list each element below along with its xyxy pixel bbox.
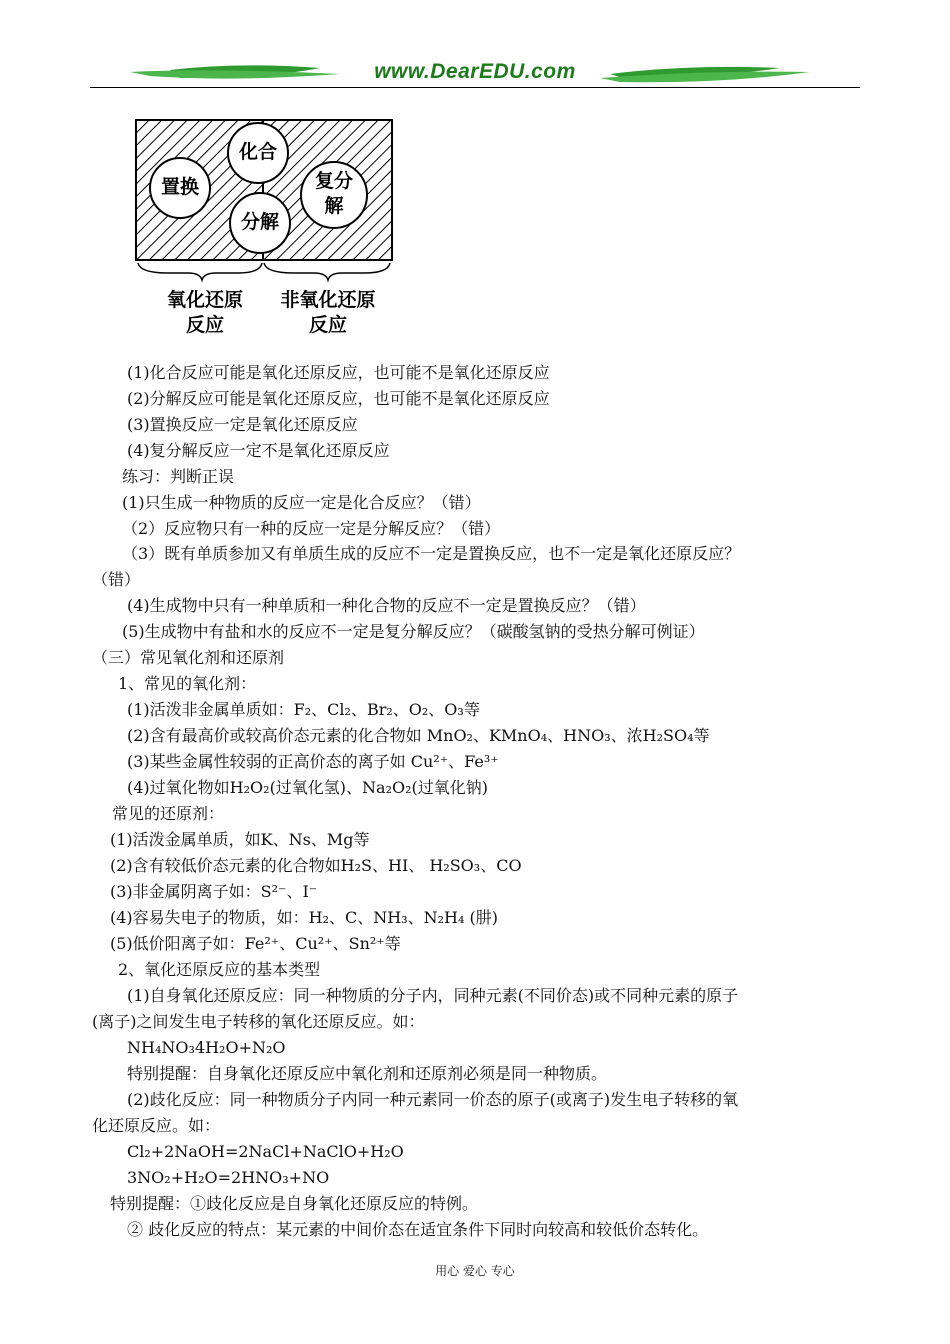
text-line: (离子)之间发生电子转移的氧化还原反应。如： — [92, 1012, 425, 1031]
text-line: （2）反应物只有一种的反应一定是分解反应？（错） — [122, 519, 501, 538]
text-line: (2)分解反应可能是氧化还原反应，也可能不是氧化还原反应 — [127, 389, 550, 408]
subsection-heading: 常见的还原剂： — [112, 804, 225, 823]
text-line: (4)生成物中只有一种单质和一种化合物的反应不一定是置换反应？（错） — [127, 596, 646, 615]
subsection-heading: 1、常见的氧化剂： — [118, 674, 257, 693]
text-line: （3）既有单质参加又有单质生成的反应不一定是置换反应，也不一定是氧化还原反应？ — [122, 544, 741, 563]
text-line: (1)自身氧化还原反应：同一种物质的分子内，同种元素(不同价态)或不同种元素的原子 — [127, 986, 739, 1005]
subsection-heading: 2、氧化还原反应的基本类型 — [118, 960, 321, 979]
text-line: （错） — [92, 570, 141, 589]
label-non-redox-line1: 非氧化还原 — [280, 289, 376, 311]
label-redox — [150, 288, 260, 338]
text-line: (5)低价阳离子如：Fe²⁺、Cu²⁺、Sn²⁺等 — [110, 934, 401, 953]
text-line: (1)活泼非金属单质如：F₂、Cl₂、Br₂、O₂、O₃等 — [127, 700, 480, 719]
site-url: www.DearEDU.com — [374, 60, 576, 83]
text-line: 特别提醒：自身氧化还原反应中氧化剂和还原剂必须是同一种物质。 — [127, 1064, 608, 1083]
label-double-displacement: 复分解 — [314, 170, 353, 217]
formula-line: Cl₂+2NaOH=2NaCl+NaClO+H₂O — [127, 1142, 404, 1161]
reaction-classification-diagram — [128, 115, 398, 336]
page-footer: 用心 爱心 专心 — [435, 1264, 515, 1278]
label-decomposition: 分解 — [240, 211, 279, 233]
text-line: (2)歧化反应：同一种物质分子内同一种元素同一价态的原子(或离子)发生电子转移的氧 — [127, 1090, 739, 1109]
text-line: (4)容易失电子的物质，如：H₂、C、NH₃、N₂H₄ (肼) — [110, 908, 498, 927]
text-line: (3)置换反应一定是氧化还原反应 — [127, 415, 358, 434]
text-line: (5)生成物中有盐和水的反应不一定是复分解反应？（碳酸氢钠的受热分解可例证） — [122, 622, 705, 641]
label-redox-line1: 氧化还原 — [166, 289, 243, 311]
label-combination: 化合 — [238, 141, 277, 163]
text-line: (1)化合反应可能是氧化还原反应，也可能不是氧化还原反应 — [127, 363, 550, 382]
label-displacement: 置换 — [160, 176, 199, 198]
text-line: 化还原反应。如： — [92, 1116, 221, 1135]
text-line: ② 歧化反应的特点：某元素的中间价态在适宜条件下同时向较高和较低价态转化。 — [127, 1220, 709, 1239]
text-line: (4)复分解反应一定不是氧化还原反应 — [127, 441, 390, 460]
text-line: 特别提醒：①歧化反应是自身氧化还原反应的特例。 — [110, 1194, 479, 1213]
text-line: (2)含有较低价态元素的化合物如H₂S、HI、 H₂SO₃、CO — [110, 856, 522, 875]
label-redox-line2: 反应 — [185, 314, 224, 336]
formula-line: NH₄NO₃4H₂O+N₂O — [127, 1038, 286, 1057]
text-line: 练习：判断正误 — [122, 467, 235, 486]
label-non-redox-line2: 反应 — [308, 314, 347, 336]
header-rule — [90, 87, 860, 88]
text-line: (4)过氧化物如H₂O₂(过氧化氢)、Na₂O₂(过氧化钠) — [127, 778, 489, 797]
text-line: (2)含有最高价或较高价态元素的化合物如 MnO₂、KMnO₄、HNO₃、浓H₂SO₄等 — [127, 726, 710, 745]
label-non-redox — [268, 288, 388, 338]
text-line: (3)非金属阴离子如：S²⁻、I⁻ — [110, 882, 318, 901]
formula-line: 3NO₂+H₂O=2HNO₃+NO — [127, 1168, 330, 1187]
text-line: (1)只生成一种物质的反应一定是化合反应？（错） — [122, 493, 481, 512]
text-line: (1)活泼金属单质，如K、Ns、Mg等 — [110, 830, 370, 849]
site-header — [90, 58, 860, 90]
text-line: (3)某些金属性较弱的正高价态的离子如 Cu²⁺、Fe³⁺ — [127, 752, 499, 771]
section-heading: （三）常见氧化剂和还原剂 — [92, 648, 285, 667]
